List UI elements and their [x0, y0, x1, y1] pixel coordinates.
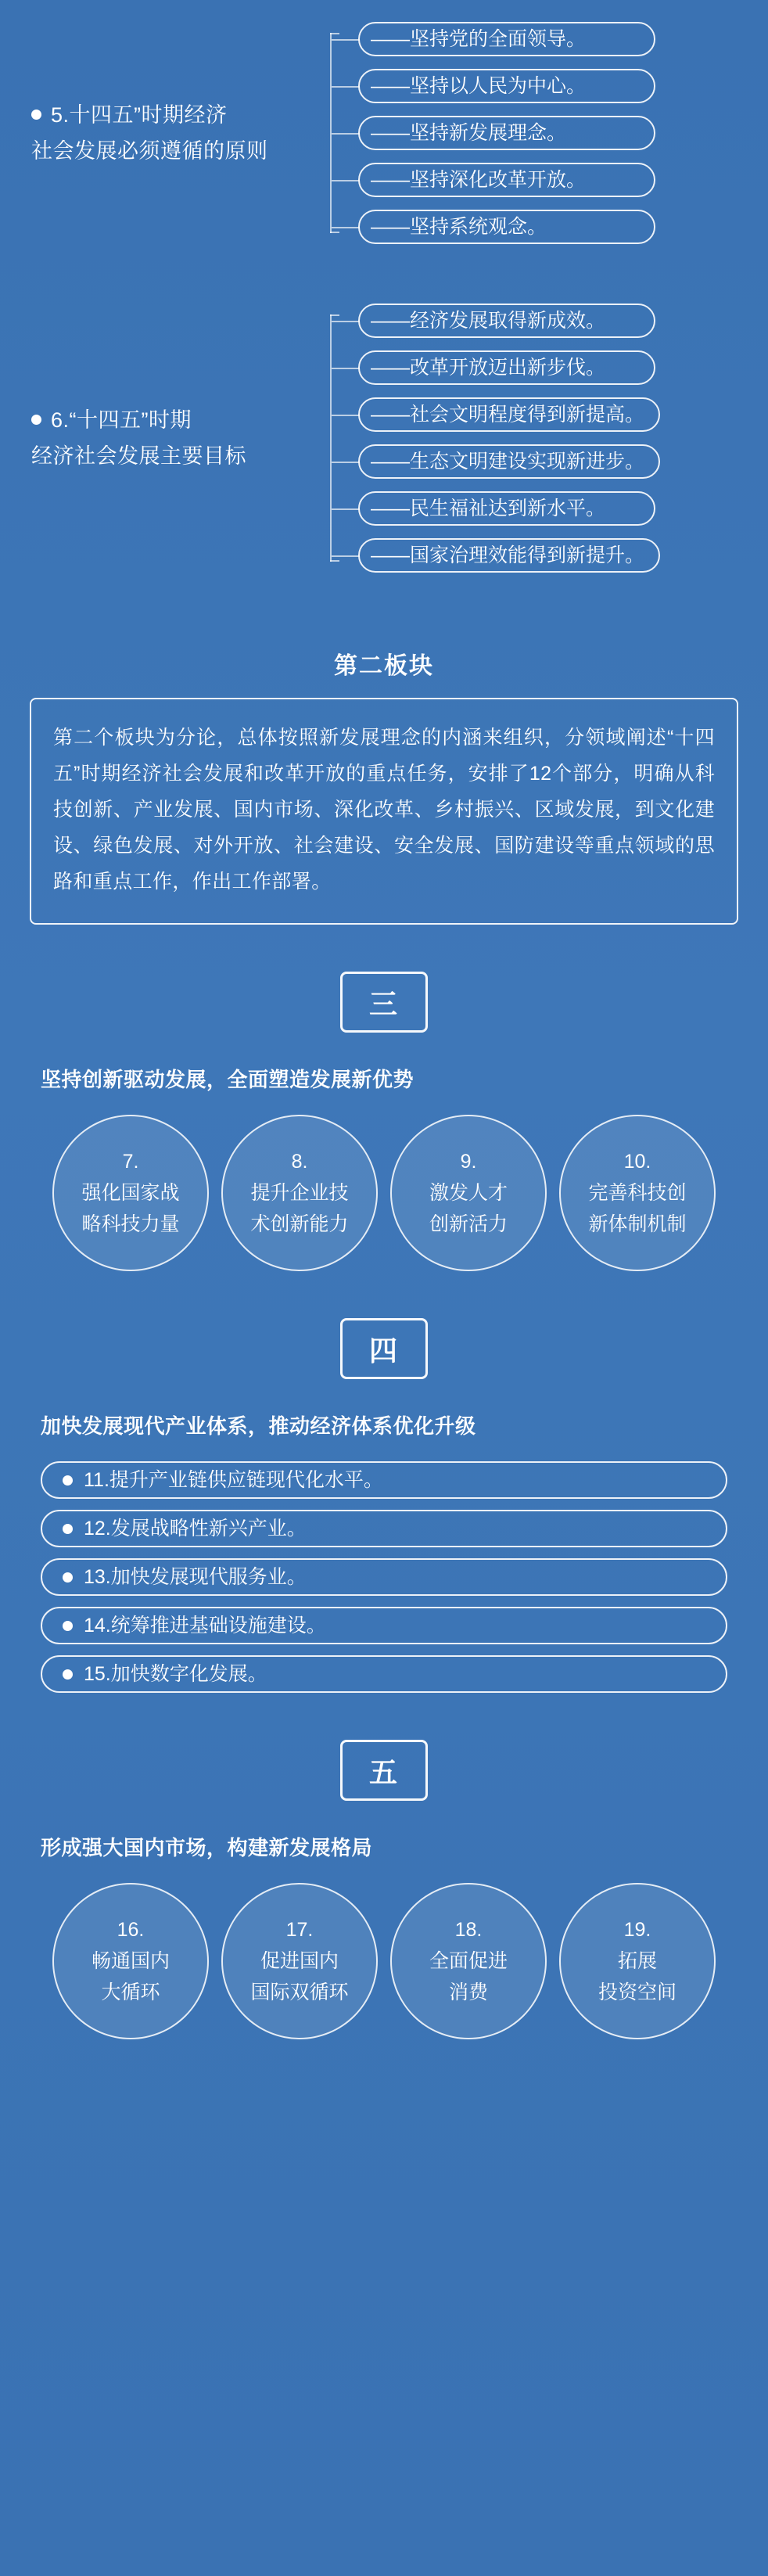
bullet-icon	[63, 1524, 73, 1534]
circle-item	[52, 1883, 209, 2039]
part5-circles	[0, 1883, 768, 2039]
circle-item	[390, 1883, 547, 2039]
branch-pill: ——坚持系统观念。	[358, 210, 655, 244]
circle-line2: 国际双循环	[250, 1981, 349, 2003]
branch-pill: ——生态文明建设实现新进步。	[358, 444, 660, 479]
block2-paragraph: 第二个板块为分论，总体按照新发展理念的内涵来组织，分领域阐述“十四五”时期经济社会发展和改革开放的重点任务，安排了12个部分，明确从科技创新、产业发展、国内市场、深化改革、乡村振兴、区域发展，到文化建设、绿色发展、对外开放、社会建设、安全发展、国防建设等重点领域的思路和重点工作，作出工作部署。	[30, 698, 738, 925]
circle-line2: 新体制机制	[588, 1213, 687, 1235]
circle-item	[221, 1115, 378, 1271]
part4-numeral-wrap	[0, 1318, 768, 1379]
list-item	[41, 1558, 727, 1596]
part4-heading: 加快发展现代产业体系，推动经济体系优化升级	[41, 1414, 476, 1438]
circle-line2: 大循环	[101, 1981, 160, 2003]
tree-item-5	[0, 0, 768, 250]
circle-line2: 术创新能力	[250, 1213, 349, 1235]
circle-num: 8.	[291, 1151, 308, 1173]
bullet-icon	[63, 1669, 73, 1680]
circle-num: 18.	[454, 1919, 483, 1941]
list-item-label: 14.统筹推进基础设施建设。	[84, 1615, 326, 1636]
part3-numeral-wrap	[0, 972, 768, 1033]
circle-num: 7.	[122, 1151, 139, 1173]
branch-pill: ——改革开放迈出新步伐。	[358, 350, 655, 385]
item5-label	[0, 97, 328, 169]
branch-pill: ——国家治理效能得到新提升。	[358, 538, 660, 573]
circle-line1: 提升企业技	[250, 1182, 349, 1204]
branch-pill: ——坚持以人民为中心。	[358, 69, 655, 103]
circle-line1: 拓展	[617, 1950, 657, 1972]
circle-line2: 略科技力量	[81, 1213, 180, 1235]
circle-item	[559, 1115, 716, 1271]
block2-title: 第二板块	[334, 653, 434, 679]
circle-num: 10.	[623, 1151, 651, 1173]
part4-numeral: 四	[340, 1318, 428, 1379]
part5-numeral: 五	[340, 1740, 428, 1801]
circle-item	[559, 1883, 716, 2039]
item6-branches	[328, 297, 768, 579]
bullet-icon	[31, 415, 41, 425]
circle-num: 17.	[285, 1919, 314, 1941]
list-item	[41, 1461, 727, 1499]
circle-line1: 激发人才	[429, 1182, 508, 1204]
bullet-icon	[63, 1475, 73, 1486]
item5-label-line1: 5.十四五”时期经济	[51, 103, 228, 127]
circle-num: 16.	[117, 1919, 145, 1941]
part3-circles	[0, 1115, 768, 1271]
bullet-icon	[63, 1572, 73, 1583]
list-item	[41, 1655, 727, 1693]
list-item-label: 12.发展战略性新兴产业。	[84, 1518, 307, 1539]
circle-line1: 畅通国内	[91, 1950, 170, 1972]
branch-pill: ——坚持新发展理念。	[358, 116, 655, 150]
branch-pill: ——经济发展取得新成效。	[358, 304, 655, 338]
part3-numeral: 三	[340, 972, 428, 1033]
spine-cap	[330, 560, 339, 562]
circle-num: 19.	[623, 1919, 651, 1941]
item6-label	[0, 402, 328, 474]
bullet-icon	[63, 1621, 73, 1631]
circle-line2: 消费	[448, 1981, 488, 2003]
branch-pill: ——坚持深化改革开放。	[358, 163, 655, 197]
circle-item	[221, 1883, 378, 2039]
list-item	[41, 1607, 727, 1644]
tree-item-6	[0, 282, 768, 579]
spine-cap	[330, 232, 339, 233]
bullet-icon	[31, 110, 41, 120]
circle-line2: 创新活力	[429, 1213, 508, 1235]
part3-heading: 坚持创新驱动发展，全面塑造发展新优势	[41, 1068, 415, 1091]
circle-line1: 全面促进	[429, 1950, 508, 1972]
part4-items	[0, 1461, 768, 1693]
list-item-label: 13.加快发展现代服务业。	[84, 1566, 307, 1588]
item5-branches	[328, 16, 768, 250]
branch-pill: ——社会文明程度得到新提高。	[358, 397, 660, 432]
part5-heading: 形成强大国内市场，构建新发展格局	[41, 1836, 373, 1859]
list-item-label: 11.提升产业链供应链现代化水平。	[84, 1469, 383, 1491]
circle-num: 9.	[460, 1151, 477, 1173]
item6-label-line1: 6.“十四五”时期	[51, 408, 192, 432]
circle-item	[52, 1115, 209, 1271]
part5-numeral-wrap	[0, 1740, 768, 1801]
circle-line1: 强化国家战	[81, 1182, 180, 1204]
item6-label-line2: 经济社会发展主要目标	[31, 444, 246, 468]
circle-line2: 投资空间	[598, 1981, 676, 2003]
circle-line1: 促进国内	[260, 1950, 339, 1972]
branch-pill: ——坚持党的全面领导。	[358, 22, 655, 56]
circle-line1: 完善科技创	[588, 1182, 687, 1204]
list-item	[41, 1510, 727, 1547]
circle-item	[390, 1115, 547, 1271]
item5-label-line2: 社会发展必须遵循的原则	[31, 139, 268, 163]
branch-pill: ——民生福祉达到新水平。	[358, 491, 655, 526]
list-item-label: 15.加快数字化发展。	[84, 1663, 267, 1685]
